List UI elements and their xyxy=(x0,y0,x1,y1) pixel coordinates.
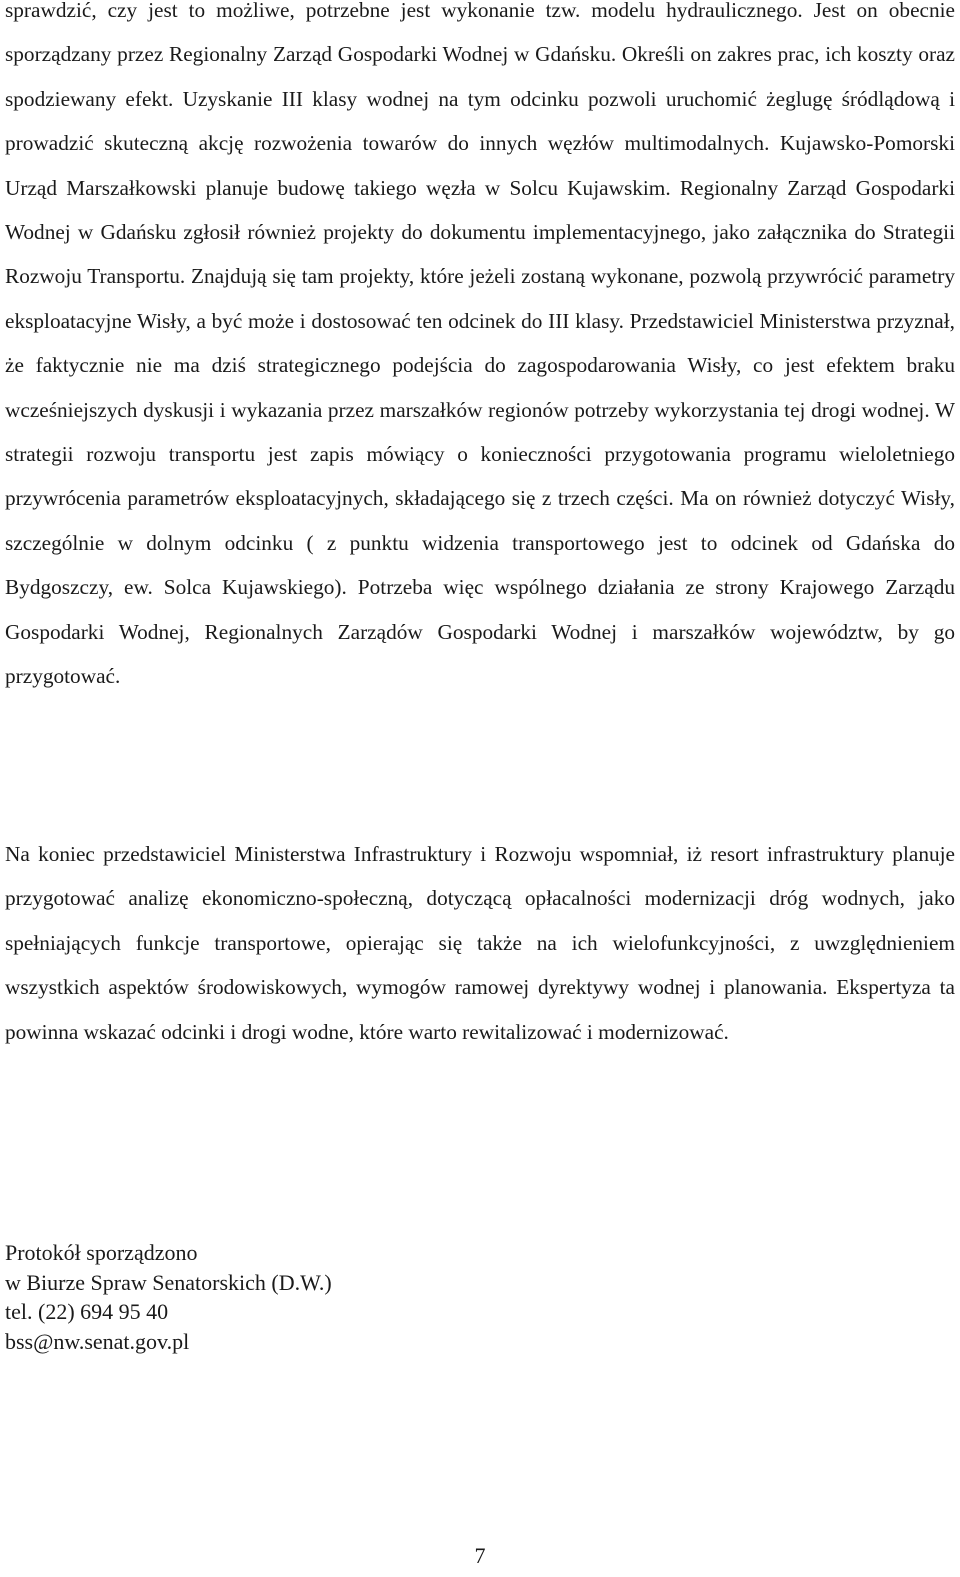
protocol-email: bss@nw.senat.gov.pl xyxy=(5,1329,190,1355)
page-number: 7 xyxy=(474,1543,486,1568)
body-paragraph-2: Na koniec przedstawiciel Ministerstwa Infrastruktury i Rozwoju wspomniał, iż resort infrastruktury planuje przygotować analizę ekonomiczno-społeczną, dotyczącą opłacalności modernizacji dróg wodnych, jako spełniających funkcje transportowe, opierając się także na ich wielofunkcyjności, z uwzględnieniem wszystkich aspektów środowiskowych, wymogów ramowej dyrektywy wodnej i planowania. Ekspertyza ta powinna wskazać odcinki i drogi wodne, które warto rewitalizować i modernizować. xyxy=(5,842,955,1044)
protocol-office-line: w Biurze Spraw Senatorskich (D.W.) xyxy=(5,1269,332,1295)
protocol-prepared-line: Protokół sporządzono xyxy=(5,1240,198,1265)
protocol-phone: tel. (22) 694 95 40 xyxy=(5,1299,169,1325)
body-paragraph-1: sprawdzić, czy jest to możliwe, potrzebne jest wykonanie tzw. modelu hydraulicznego. Jest on obecnie sporządzany przez Regionalny Zarząd Gospodarki Wodnej w Gdańsku. Określi on zakres prac, ich koszty oraz spodziewany efekt. Uzyskanie III klasy wodnej na tym odcinku pozwoli uruchomić żeglugę śródlądową i prowadzić skuteczną akcję rozwożenia towarów do innych węzłów multimodalnych. Kujawsko-Pomorski Urząd Marszałkowski planuje budowę takiego węzła w Solcu Kujawskim. Regionalny Zarząd Gospodarki Wodnej w Gdańsku zgłosił również projekty do dokumentu implementacyjnego, jako załącznika do Strategii Rozwoju Transportu. Znajdują się tam projekty, które jeżeli zostaną wykonane, pozwolą przywrócić parametry eksploatacyjne Wisły, a być może i dostosować ten odcinek do III klasy. Przedstawiciel Ministerstwa przyznał, że faktycznie nie ma dziś strategicznego podejścia do zagospodarowania Wisły, co jest efektem braku wcześniejszych dyskusji i wykazania przez marszałków regionów potrzeby wykorzystania tej drogi wodnej. W strategii rozwoju transportu jest zapis mówiący o konieczności przygotowania programu wieloletniego przywrócenia parametrów eksploatacyjnych, składającego się z trzech części. Ma on również dotyczyć Wisły, szczególnie w dolnym odcinku ( z punktu widzenia transportowego jest to odcinek od Gdańska do Bydgoszczy, ew. Solca Kujawskiego). Potrzeba więc wspólnego działania ze strony Krajowego Zarządu Gospodarki Wodnej, Regionalnych Zarządów Gospodarki Wodnej i marszałków województw, by go przygotować. xyxy=(5,0,955,689)
protocol-footer-note xyxy=(5,1238,605,1357)
